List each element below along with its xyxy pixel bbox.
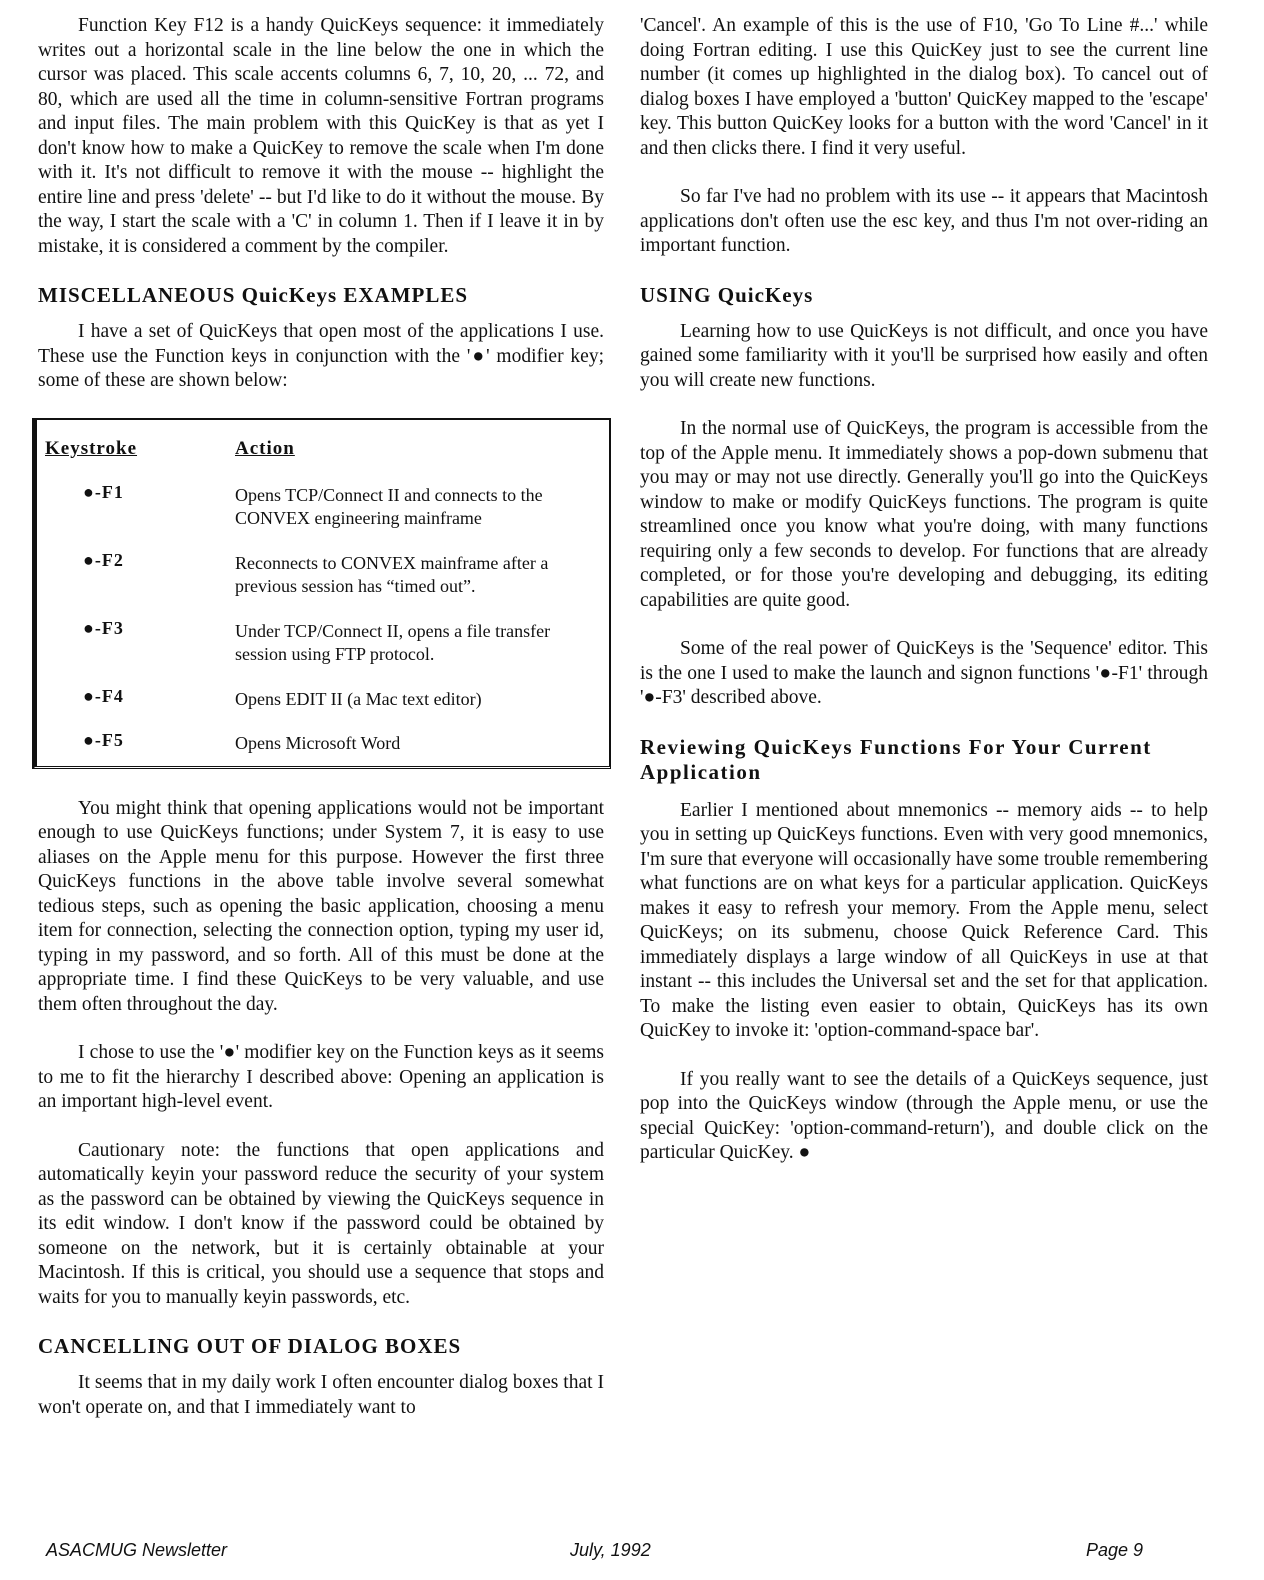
row-action: Under TCP/Connect II, opens a file transfer session using FTP protocol. bbox=[235, 620, 551, 664]
header-action: Action bbox=[235, 437, 295, 459]
right-column bbox=[640, 14, 1208, 1190]
row-key: ●-F5 bbox=[83, 729, 124, 750]
row-key: ●-F2 bbox=[83, 549, 124, 570]
footer-page-number: Page 9 bbox=[1086, 1540, 1144, 1560]
paragraph-learning: Learning how to use QuicKeys is not difficult, and once you have gained some familiarity with it you'll be surprised how easily and often you will create new functions. bbox=[640, 320, 1208, 391]
row-action: Opens TCP/Connect II and connects to the CONVEX engineering mainframe bbox=[235, 484, 543, 528]
heading-using-quickeys: USING QuicKeys bbox=[640, 282, 814, 307]
paragraph-cautionary: Cautionary note: the functions that open applications and automatically keyin your password reduce the security of your system as the password can be obtained by viewing the QuicKeys sequence in its edit window. I don't know if the password could be obtained by someone on the network, but it is certainly obtainable at your Macintosh. If this is critical, you should use a sequence that stops and waits for you to manually keyin passwords, etc. bbox=[38, 1139, 604, 1308]
paragraph-opening-apps: You might think that opening applications would not be important enough to use QuicKeys functions; under System 7, it is easy to use aliases on the Apple menu for this purpose. However the first three QuicKeys functions in the above table involve several somewhat tedious steps, such as opening the basic application, choosing a menu item for connection, selecting the connection option, typing my user id, typing in my password, and so forth. All of this must be done at the appropriate time. I find these QuicKeys to be very valuable, and use them often throughout the day. bbox=[38, 797, 604, 1015]
footer-date: July, 1992 bbox=[570, 1540, 651, 1560]
table-header bbox=[45, 438, 609, 462]
row-action: Reconnects to CONVEX mainframe after a previous session has “timed out”. bbox=[235, 552, 549, 596]
paragraph-esc: So far I've had no problem with its use -- it appears that Macintosh applications don't often use the esc key, and thus I'm not over-riding an important function. bbox=[640, 186, 1208, 256]
header-keystroke: Keystroke bbox=[45, 437, 138, 459]
paragraph-modifier-choice: I chose to use the '●' modifier key on the Function keys as it seems to me to fit the hierarchy I described above: Opening an application is an important high-level event. bbox=[38, 1042, 604, 1112]
paragraph-mnemonics: Earlier I mentioned about mnemonics -- memory aids -- to help you in setting up QuicKeys functions. Even with very good mnemonics, I'm sure that everyone will occasionally have some trouble remembering what functions are on what keys for a particular application. QuicKeys makes it easy to refresh your memory. From the Apple menu, select QuicKeys; on its submenu, choose Quick Reference Card. This immediately displays a large window of all QuicKeys in use at that instant -- this includes the Universal set and the set for that application. To make the listing even easier to obtain, QuicKeys has its own QuicKey to invoke it: 'option-command-space bar'. bbox=[640, 799, 1208, 1041]
footer-newsletter: ASACMUG Newsletter bbox=[46, 1540, 228, 1560]
heading-misc-examples: MISCELLANEOUS QuicKeys EXAMPLES bbox=[38, 283, 469, 307]
row-key: ●-F4 bbox=[83, 685, 124, 706]
paragraph-intro-table: I have a set of QuicKeys that open most of the applications I use. These use the Function keys in conjunction with the '●' modifier key; some of these are shown below: bbox=[38, 321, 604, 391]
left-column bbox=[38, 14, 604, 1444]
paragraph-sequence-editor: Some of the real power of QuicKeys is the 'Sequence' editor. This is the one I used to make the launch and signon functions '●-F1' through '●-F3' described above. bbox=[640, 638, 1208, 708]
row-key: ●-F3 bbox=[83, 617, 124, 638]
row-action: Opens EDIT II (a Mac text editor) bbox=[235, 688, 482, 709]
heading-reviewing: Reviewing QuicKeys Functions For Your Current Application bbox=[640, 734, 1152, 784]
keystroke-table bbox=[32, 418, 611, 769]
paragraph-f12: Function Key F12 is a handy QuicKeys sequence: it immediately writes out a horizontal scale in the line below the one in which the cursor was placed. This scale accents columns 6, 7, 10, 20, ... 72, and 80, which are used all the time in column-sensitive Fortran programs and input files. The main problem with this QuicKey is that as yet I don't know how to make a QuicKey to remove the scale when I'm done with it. It's not difficult to remove it with the mouse -- highlight the entire line and press 'delete' -- but I'd like to do it without the mouse. By the way, I start the scale with a 'C' in column 1. Then if I leave it in by mistake, it is considered a comment by the compiler. bbox=[38, 15, 604, 257]
paragraph-dialogs: It seems that in my daily work I often encounter dialog boxes that I won't operate on, and that I immediately want to bbox=[38, 1372, 604, 1418]
row-action: Opens Microsoft Word bbox=[235, 732, 401, 753]
paragraph-details: If you really want to see the details of a QuicKeys sequence, just pop into the QuicKeys window (through the Apple menu, or use the special QuicKey: 'option-command-return'), and double click on the particular QuicKey. ● bbox=[640, 1068, 1208, 1163]
paragraph-normal-use: In the normal use of QuicKeys, the program is accessible from the top of the Apple menu. It immediately shows a pop-down submenu that you may or may not use directly. Generally you'll go into the QuicKeys window to make or modify QuicKeys functions. The program is quite streamlined once you know what you're doing, with many functions requiring only a few seconds to develop. For functions that are already completed, or for those you're developing and debugging, its editing capabilities are quite good. bbox=[640, 418, 1208, 611]
paragraph-cancel: 'Cancel'. An example of this is the use of F10, 'Go To Line #...' while doing Fortran editing. I use this QuicKey just to see the current line number (it comes up highlighted in the dialog box). To cancel out of dialog boxes I have employed a 'button' QuicKey mapped to the 'escape' key. This button QuicKey looks for a button with the word 'Cancel' in it and then clicks there. I find it very useful. bbox=[640, 15, 1208, 159]
heading-cancelling: CANCELLING OUT OF DIALOG BOXES bbox=[38, 1334, 462, 1358]
row-key: ●-F1 bbox=[83, 481, 124, 502]
